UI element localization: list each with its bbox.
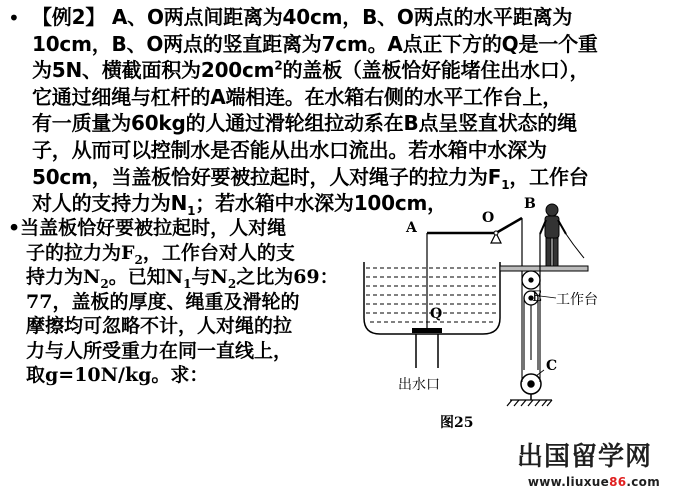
subscript-f1: 1: [501, 177, 510, 192]
cont-line-3-c: 与N: [191, 266, 228, 288]
intro-line-3-a: 为5N、横截面积为200cm: [32, 58, 275, 83]
cont-line-6: 力与人所受重力在同一直线上，: [26, 339, 293, 362]
figure-caption: 图25: [440, 415, 474, 431]
subscript-f2: 2: [134, 252, 143, 267]
platform-pointer: [540, 296, 556, 298]
cont-line-7: 取g=10N/kg。求：: [26, 364, 209, 386]
label-a: A: [406, 220, 417, 236]
lever-aob: [427, 218, 522, 233]
subscript-n1: 1: [187, 204, 196, 219]
outlet-pipe: [416, 334, 438, 368]
intro-line-4: 它通过细绳与杠杆的A端相连。在水箱右侧的水平工作台上，: [32, 84, 563, 109]
subscript-n1-b: 1: [183, 276, 192, 291]
label-q: Q: [430, 306, 443, 322]
url-part-b: 86: [609, 475, 627, 489]
loose-rope-end: [566, 234, 584, 258]
subscript-n2-b: 2: [227, 276, 237, 291]
intro-line-7-a: 50cm，当盖板恰好要被拉起时，人对绳子的拉力为F: [32, 164, 502, 189]
label-outlet: 出水口: [398, 377, 440, 393]
cont-line-1: •当盖板恰好要被拉起时，人对绳: [8, 217, 287, 239]
cont-line-2-b: ，工作台对人的支: [142, 241, 295, 264]
pivot-o-pin: [494, 231, 498, 235]
cont-line-4: 77，盖板的厚度、绳重及滑轮的: [26, 290, 300, 313]
label-b: B: [524, 196, 536, 212]
ground: [507, 400, 552, 406]
water-tank: [364, 262, 500, 334]
intro-line-7-b: ，工作台: [509, 164, 589, 189]
intro-line-8-b: ；若水箱中水深为100cm，: [195, 191, 447, 216]
cont-line-5: 摩擦均可忽略不计，人对绳的拉: [26, 315, 293, 337]
cont-line-3-b: 。已知N: [108, 266, 184, 288]
bullet: •: [8, 6, 20, 30]
label-c: C: [546, 358, 558, 374]
intro-line-8-a: 对人的支持力为N: [32, 191, 188, 216]
superscript-2: 2: [274, 58, 283, 73]
pulley-c: [521, 374, 541, 400]
site-watermark: 出国留学网: [516, 442, 652, 472]
intro-line-1: 【例2】 A、O两点间距离为40cm，B、O两点的水平距离为: [32, 5, 573, 29]
cont-line-3-a: 持力为N: [26, 266, 101, 288]
intro-line-6: 子，从而可以控制水是否能从出水口流出。若水箱中水深为: [32, 137, 547, 162]
subscript-n2: 2: [100, 276, 109, 291]
work-platform: [500, 266, 588, 271]
cover-plate-q: [412, 328, 442, 333]
intro-line-5: 有一质量为60kg的人通过滑轮组拉动系在B点呈竖直状态的绳: [32, 111, 577, 136]
intro-line-2: 10cm，B、O两点的竖直距离为7cm。A点正下方的Q是一个重: [32, 31, 598, 56]
site-url: [528, 475, 660, 489]
url-part-a: www.liuxue: [527, 475, 610, 489]
person: [540, 204, 566, 266]
label-o: O: [482, 210, 495, 226]
intro-line-3-b: 的盖板（盖板恰好能堵住出水口），: [282, 58, 590, 83]
cont-line-3-d: 之比为69：: [236, 266, 339, 288]
label-e: E: [532, 289, 543, 305]
cont-line-2-a: 子的拉力为F: [26, 241, 135, 264]
url-part-c: .com: [626, 475, 660, 489]
label-platform: 工作台: [556, 292, 598, 308]
